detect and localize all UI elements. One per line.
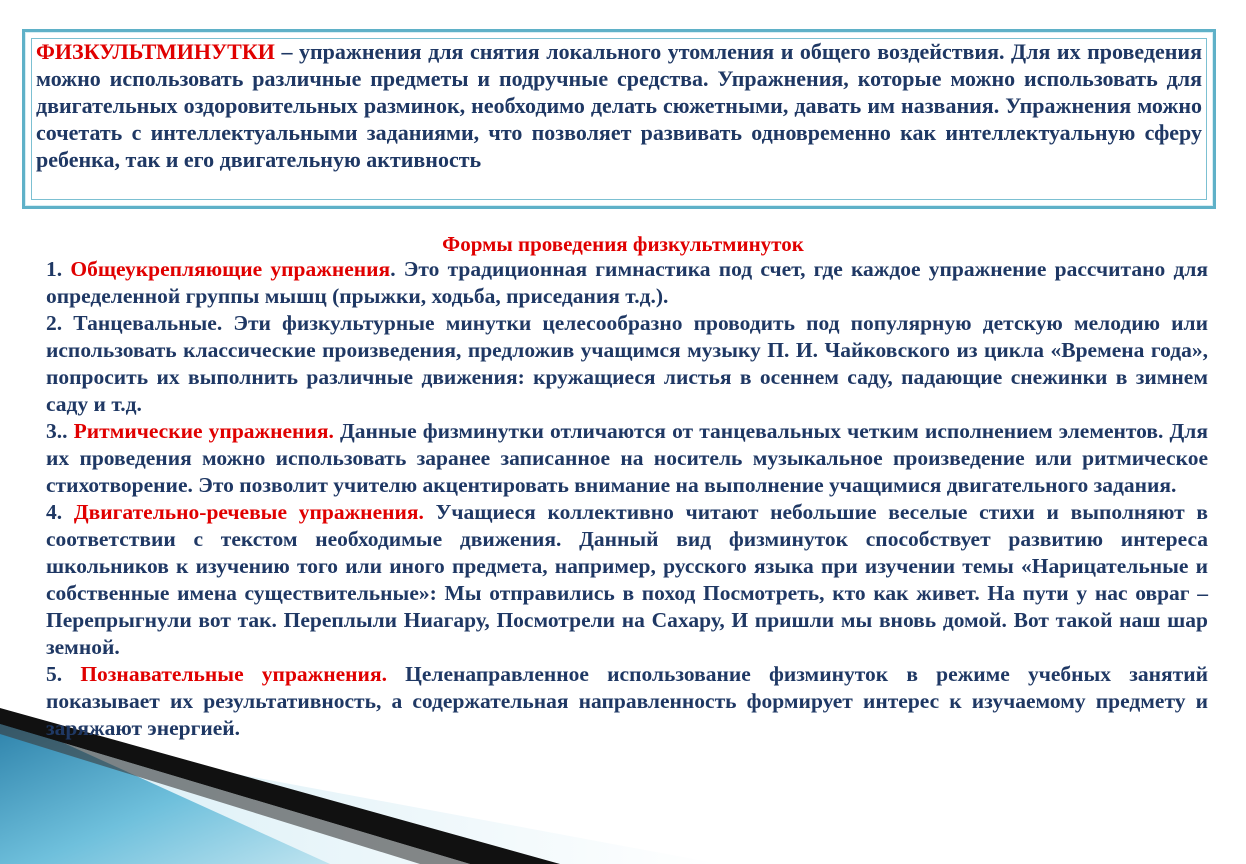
form-item-5	[46, 661, 1208, 742]
form-item-name: Общеукрепляющие упражнения	[70, 257, 391, 281]
form-item-number: 2.	[46, 311, 74, 335]
forms-list	[46, 256, 1208, 742]
definition-paragraph	[36, 38, 1202, 173]
form-item-name: Двигательно-речевые упражнения.	[73, 500, 424, 524]
form-item-4	[46, 499, 1208, 661]
form-item-text: Данные физминутки отличаются от танцевальных четким исполнением элементов. Для их проведения можно использовать заранее записанное на носитель музыкальное произведение или ритмическое стихотворение. Это позволит учителю акцентировать внимание на выполнение учащимися двигательного задания.	[46, 419, 1208, 497]
form-item-number: 5.	[46, 662, 81, 686]
form-item-text: Целенаправленное использование физминуток в режиме учебных занятий показывает их результативность, а содержательная направленность формирует интерес к изучаемому предмету и заряжают энергией.	[46, 662, 1208, 740]
form-item-text: . Это традиционная гимнастика под счет, где каждое упражнение рассчитано для определенной группы мышц (прыжки, ходьба, приседания т.д.).	[46, 257, 1209, 308]
form-item-number: 4.	[46, 500, 74, 524]
definition-term: ФИЗКУЛЬТМИНУТКИ	[36, 39, 275, 64]
form-item-1	[46, 256, 1208, 310]
definition-text: – упражнения для снятия локального утомления и общего воздействия. Для их проведения можно использовать различные предметы и подручные средства. Упражнения, которые можно использовать для двигательных оздоровительных разминок, необходимо делать сюжетными, давать им названия. Упражнения можно сочетать с интеллектуальными заданиями, что позволяет развивать одновременно как интеллектуальную сферу ребенка, так и его двигательную активность	[36, 39, 1202, 172]
form-item-text: Учащиеся коллективно читают небольшие веселые стихи и выполняют в соответствии с текстом необходимые движения. Данный вид физминуток способствует развитию интереса школьников к изучению того или иного предмета, например, русского языка при изучении темы «Нарицательные и собственные имена существительные»: Мы отправились в поход Посмотреть, кто как живет. На пути у нас овраг – Перепрыгнули вот так. Переплыли Ниагару, Посмотрели на Сахару, И пришли мы вновь домой. Вот такой наш шар земной.	[46, 500, 1208, 659]
form-item-3	[46, 418, 1208, 499]
form-item-number: 3..	[46, 419, 74, 443]
form-item-name: Ритмические упражнения.	[73, 419, 334, 443]
form-item-name: Познавательные упражнения.	[80, 662, 387, 686]
form-item-text: Танцевальные. Эти физкультурные минутки целесообразно проводить под популярную детскую мелодию или использовать классические произведения, предложив учащимся музыку П. И. Чайковского из цикла «Времена года», попросить их выполнить различные движения: кружащиеся листья в осеннем саду, падающие снежинки в зимнем саду и т.д.	[46, 311, 1209, 416]
form-item-2	[46, 310, 1208, 418]
form-item-number: 1.	[46, 257, 71, 281]
forms-title: Формы проведения физкультминуток	[442, 232, 804, 256]
